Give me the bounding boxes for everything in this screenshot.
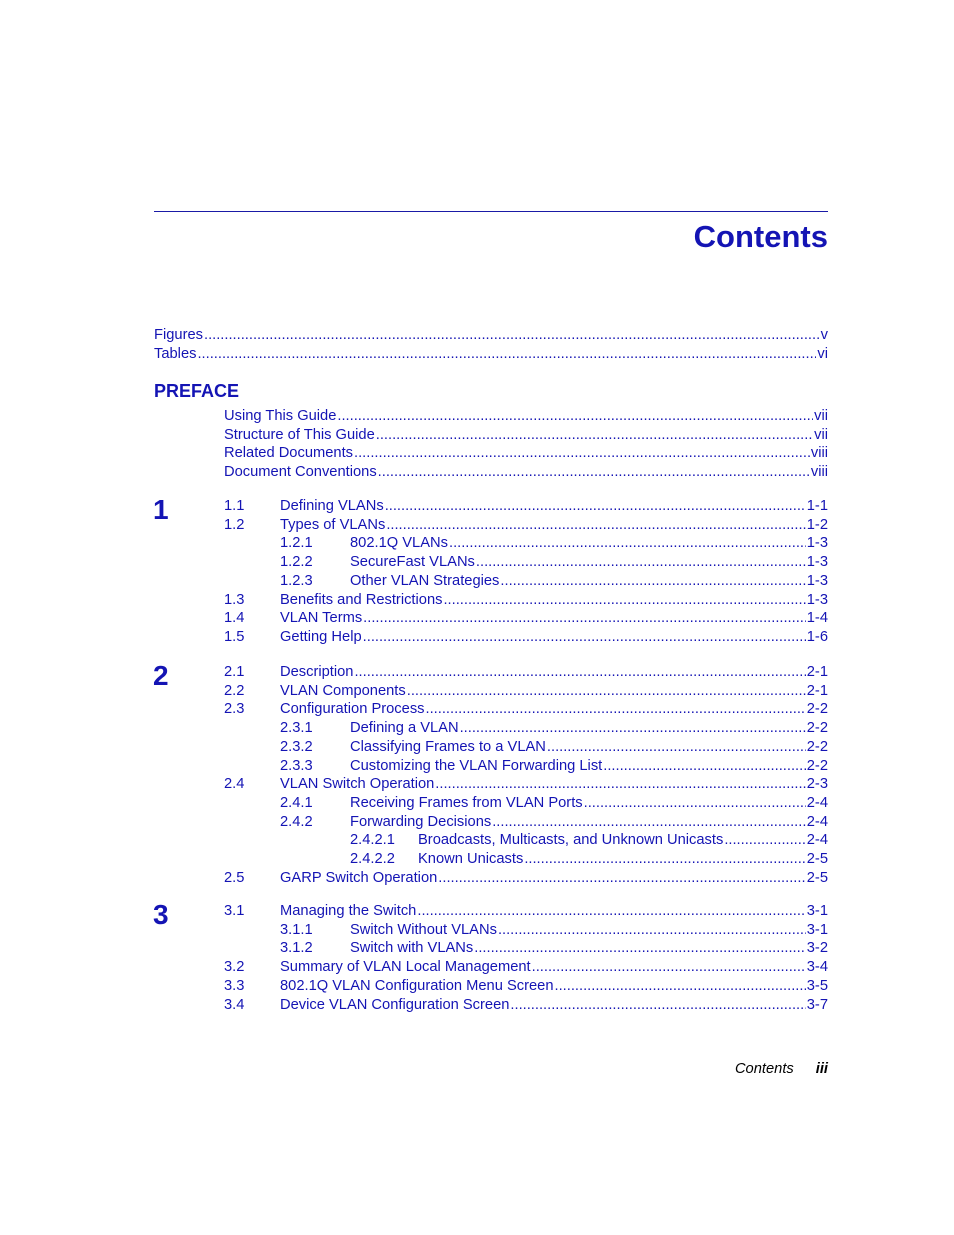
toc-entry-page: 3-7 [806, 996, 828, 1013]
toc-entry-number: 1.1 [224, 498, 245, 514]
toc-leader-dots [378, 463, 810, 482]
footer-page-number: iii [815, 1061, 828, 1077]
toc-entry-title: Related Documents [224, 445, 353, 462]
toc-entry-number: 3.2 [224, 959, 245, 976]
toc-leader-dots [354, 444, 810, 463]
toc-leader-dots [449, 534, 806, 553]
toc-entry-page: 2-2 [806, 757, 828, 774]
toc-entry-page: 3-1 [806, 903, 828, 919]
toc-entry-number: 2.4.2.1 [350, 832, 395, 849]
toc-entry-page: vii [814, 426, 828, 443]
toc-entry[interactable] [224, 426, 828, 445]
toc-leader-dots [363, 628, 806, 647]
toc-entry-number: 1.2.3 [280, 572, 313, 589]
toc-leader-dots [532, 958, 806, 977]
toc-entry-page: 2-3 [806, 776, 828, 793]
toc-entry-page: 3-2 [806, 940, 828, 957]
toc-entry[interactable] [224, 902, 828, 921]
toc-entry[interactable] [224, 628, 828, 647]
toc-leader-dots [474, 939, 806, 958]
toc-entry-title: Structure of This Guide [224, 426, 375, 443]
toc-entry[interactable] [224, 682, 828, 701]
toc-entry-title: Device VLAN Configuration Screen [280, 996, 510, 1013]
toc-entry-page: 2-5 [806, 851, 828, 867]
toc-entry-page: vi [817, 345, 828, 362]
toc-entry-number: 2.3 [224, 701, 245, 718]
toc-entry[interactable] [280, 921, 828, 940]
toc-entry[interactable] [224, 407, 828, 426]
toc-entry[interactable] [224, 775, 828, 794]
toc-entry-page: vii [814, 408, 828, 424]
toc-entry-number: 1.4 [224, 610, 245, 627]
toc-leader-dots [386, 516, 805, 535]
toc-leader-dots [407, 682, 806, 701]
toc-entry-title: 802.1Q VLANs [350, 535, 448, 552]
toc-entry-page: 1-2 [806, 516, 828, 533]
toc-entry-number: 1.2.1 [280, 535, 313, 552]
toc-leader-dots [476, 553, 806, 572]
toc-entry-title: Defining a VLAN [350, 720, 459, 737]
toc-entry-number: 3.1.1 [280, 921, 313, 938]
toc-leader-dots [492, 813, 806, 832]
toc-leader-dots [498, 921, 806, 940]
toc-entry-page: 2-2 [806, 738, 828, 755]
toc-leader-dots [438, 869, 805, 888]
toc-leader-dots [376, 426, 813, 445]
toc-entry-page: 1-3 [806, 591, 828, 608]
header-rule [154, 211, 828, 212]
toc-leader-dots [547, 738, 806, 757]
toc-entry-number: 1.2.2 [280, 554, 313, 571]
toc-entry-title: VLAN Terms [280, 610, 363, 627]
toc-entry-title: Getting Help [280, 628, 362, 645]
toc-entry-title: Other VLAN Strategies [350, 572, 500, 589]
toc-entry-title: Managing the Switch [280, 903, 417, 919]
toc-entry[interactable] [224, 996, 828, 1015]
toc-entry-number: 1.3 [224, 591, 245, 608]
chapter-number[interactable]: 2 [153, 660, 169, 691]
toc-leader-dots [417, 902, 805, 921]
toc-entry-number: 2.4 [224, 776, 245, 793]
toc-entry-page: 2-4 [806, 832, 828, 849]
toc-entry[interactable] [154, 345, 828, 364]
toc-entry-number: 3.1.2 [280, 940, 313, 957]
toc-entry-title: Defining VLANs [280, 498, 384, 514]
toc-entry-number: 2.3.1 [280, 720, 313, 737]
toc-entry[interactable] [224, 463, 828, 482]
toc-leader-dots [603, 757, 806, 776]
toc-entry-number: 3.4 [224, 996, 245, 1013]
toc-entry[interactable] [280, 939, 828, 958]
toc-entry-title: Receiving Frames from VLAN Ports [350, 794, 583, 811]
toc-entry-number: 2.1 [224, 664, 245, 680]
toc-entry-title: Description [280, 664, 354, 680]
toc-entry-title: Tables [154, 345, 197, 362]
toc-entry-title: Classifying Frames to a VLAN [350, 738, 546, 755]
toc-leader-dots [337, 407, 813, 426]
toc-leader-dots [354, 663, 805, 682]
toc-entry-page: 2-1 [806, 664, 828, 680]
toc-entry-number: 2.4.2 [280, 813, 313, 830]
toc-entry[interactable] [224, 958, 828, 977]
toc-leader-dots [460, 719, 806, 738]
toc-entry-title: Forwarding Decisions [350, 813, 492, 830]
toc-entry[interactable] [224, 609, 828, 628]
toc-entry-title: VLAN Components [280, 682, 406, 699]
toc-entry-page: 2-2 [806, 720, 828, 737]
toc-entry-page: 3-1 [806, 921, 828, 938]
toc-entry[interactable] [224, 591, 828, 610]
toc-entry-number: 2.4.1 [280, 794, 313, 811]
toc-entry[interactable] [224, 700, 828, 719]
toc-entry-page: 1-3 [806, 535, 828, 552]
preface-heading[interactable]: PREFACE [154, 381, 240, 401]
toc-leader-dots [426, 700, 806, 719]
toc-entry-number: 1.2 [224, 516, 245, 533]
page-footer [735, 1061, 828, 1077]
toc-entry[interactable] [350, 850, 828, 869]
toc-entry-page: 2-4 [806, 794, 828, 811]
toc-entry[interactable] [280, 553, 828, 572]
toc-leader-dots [724, 831, 805, 850]
toc-entry[interactable] [280, 534, 828, 553]
toc-leader-dots [510, 996, 805, 1015]
toc-entry-number: 2.4.2.2 [350, 851, 395, 867]
toc-entry-page: v [820, 327, 828, 343]
toc-entry-page: 2-4 [806, 813, 828, 830]
toc-leader-dots [443, 591, 805, 610]
toc-entry-number: 3.1 [224, 903, 245, 919]
toc-entry[interactable] [280, 572, 828, 591]
toc-entry-page: 1-3 [806, 554, 828, 571]
toc-entry-number: 1.5 [224, 628, 245, 645]
toc-entry-page: 2-5 [806, 869, 828, 886]
toc-entry[interactable] [280, 757, 828, 776]
toc-entry[interactable] [280, 813, 828, 832]
toc-leader-dots [363, 609, 806, 628]
toc-leader-dots [197, 345, 816, 364]
toc-entry-number: 2.2 [224, 682, 245, 699]
toc-entry-title: GARP Switch Operation [280, 869, 438, 886]
toc-entry[interactable] [224, 516, 828, 535]
toc-entry-title: Document Conventions [224, 464, 377, 481]
page-title: Contents [693, 219, 828, 254]
toc-leader-dots [524, 850, 805, 869]
toc-entry-number: 2.5 [224, 869, 245, 886]
toc-entry-number: 2.3.2 [280, 738, 313, 755]
toc-entry-title: Types of VLANs [280, 516, 386, 533]
toc-entry-page: 1-1 [806, 498, 828, 514]
toc-entry-page: viii [810, 445, 828, 462]
toc-entry[interactable] [154, 326, 828, 345]
toc-entry[interactable] [224, 663, 828, 682]
toc-leader-dots [500, 572, 805, 591]
toc-entry-number: 2.3.3 [280, 757, 313, 774]
toc-entry-title: SecureFast VLANs [350, 554, 475, 571]
chapter-number[interactable]: 3 [153, 899, 169, 930]
toc-entry-title: Known Unicasts [418, 851, 524, 867]
toc-entry-title: Broadcasts, Multicasts, and Unknown Unicasts [418, 832, 724, 849]
toc-entry-page: viii [810, 464, 828, 481]
toc-leader-dots [385, 497, 806, 516]
toc-entry-title: Figures [154, 327, 203, 343]
toc-entry-page: 3-4 [806, 959, 828, 976]
toc-entry-title: Using This Guide [224, 408, 337, 424]
toc-entry[interactable] [224, 444, 828, 463]
toc-entry[interactable] [280, 719, 828, 738]
footer-label: Contents [734, 1061, 794, 1077]
chapter-number[interactable]: 1 [153, 494, 169, 525]
toc-entry-title: Switch Without VLANs [350, 921, 497, 938]
toc-entry-title: Switch with VLANs [350, 940, 474, 957]
toc-entry-title: Customizing the VLAN Forwarding List [350, 757, 603, 774]
toc-entry[interactable] [280, 738, 828, 757]
toc-entry-number: 3.3 [224, 977, 245, 994]
toc-entry-title: Configuration Process [280, 701, 425, 718]
toc-entry-page: 2-2 [806, 701, 828, 718]
toc-entry-page: 1-6 [806, 628, 828, 645]
toc-entry-page: 1-3 [806, 572, 828, 589]
toc-leader-dots [435, 775, 805, 794]
toc-entry[interactable] [280, 794, 828, 813]
toc-entry[interactable] [350, 831, 828, 850]
toc-entry-page: 2-1 [806, 682, 828, 699]
toc-entry[interactable] [224, 869, 828, 888]
toc-entry-title: Summary of VLAN Local Management [280, 959, 531, 976]
toc-leader-dots [555, 977, 806, 996]
toc-entry[interactable] [224, 977, 828, 996]
toc-leader-dots [204, 326, 820, 345]
toc-leader-dots [584, 794, 806, 813]
toc-entry-page: 3-5 [806, 977, 828, 994]
toc-entry-title: VLAN Switch Operation [280, 776, 435, 793]
toc-entry-title: Benefits and Restrictions [280, 591, 443, 608]
toc-entry[interactable] [224, 497, 828, 516]
toc-entry-title: 802.1Q VLAN Configuration Menu Screen [280, 977, 554, 994]
toc-entry-page: 1-4 [806, 610, 828, 627]
